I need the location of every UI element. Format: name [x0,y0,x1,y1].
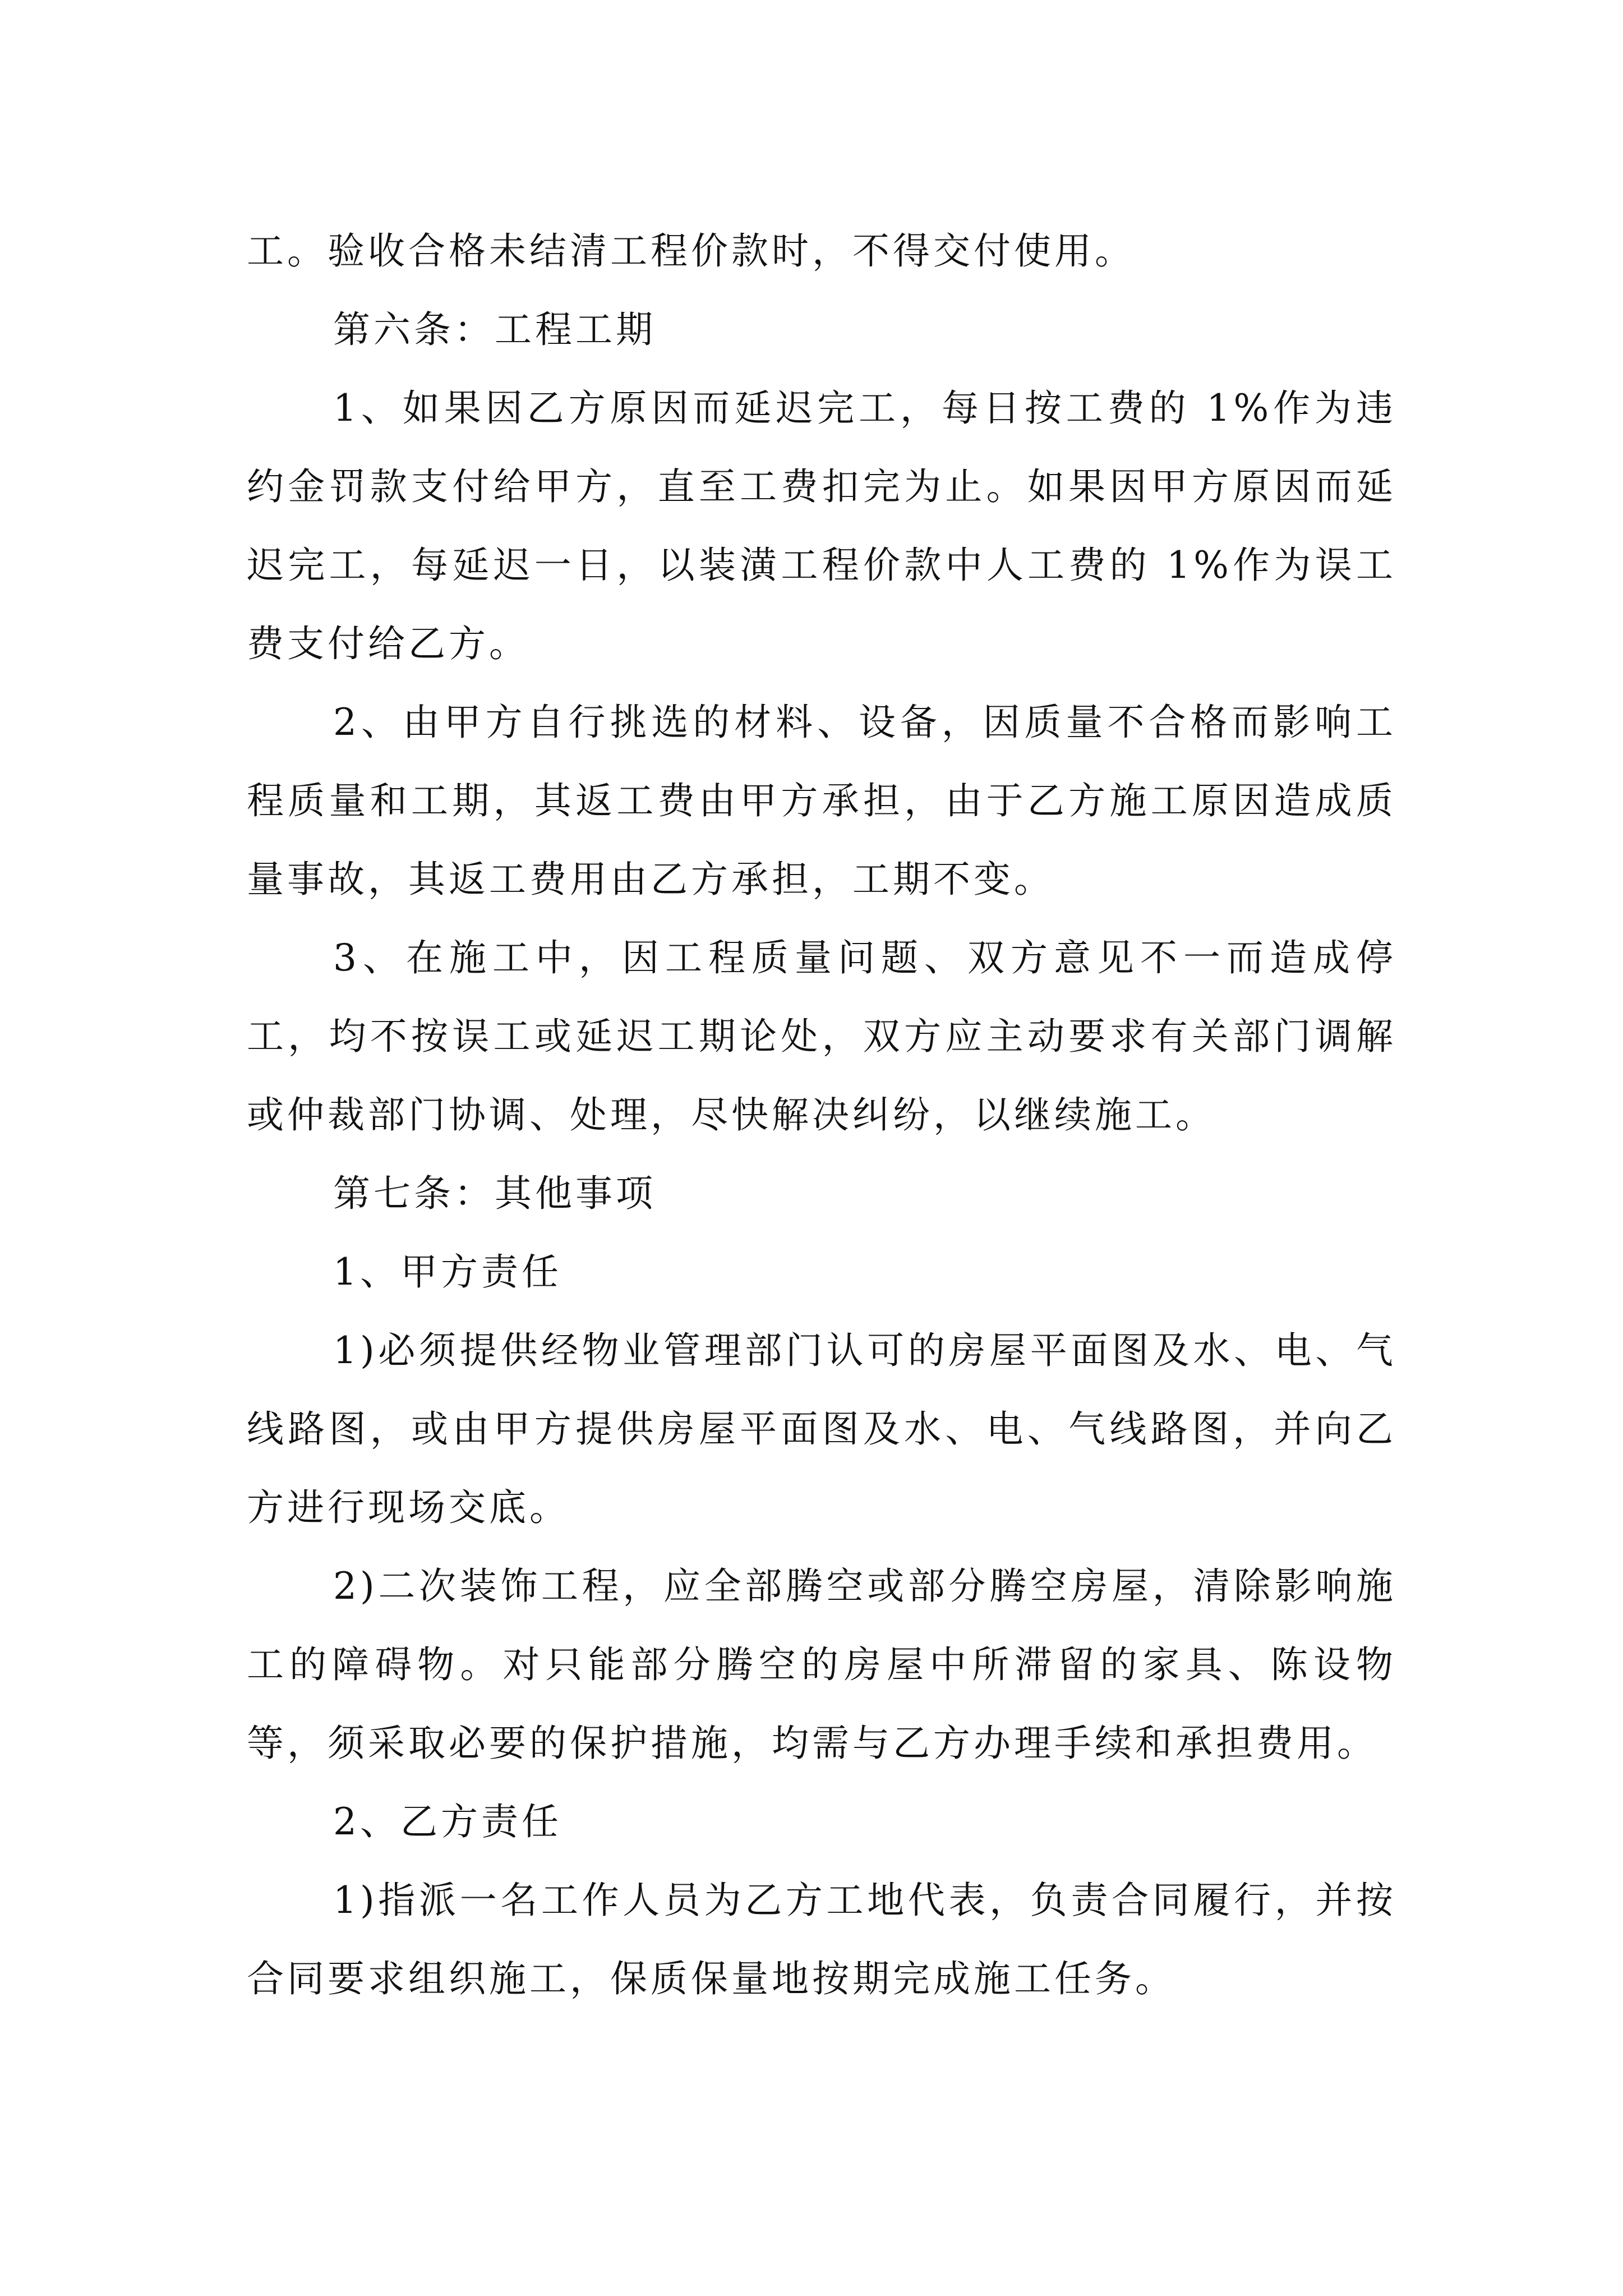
party-b-item-1: 1)指派一名工作人员为乙方工地代表，负责合同履行，并按合同要求组织施工，保质保量地按期完成施工任务。 [247,1879,1396,2000]
paragraph-continuation: 工。验收合格未结清工程价款时，不得交付使用。 [247,229,1135,273]
article-6-clause-3: 3、在施工中，因工程质量问题、双方意见不一而造成停工，均不按误工或延迟工期论处，双方应主动要求有关部门调解或仲裁部门协调、处理，尽快解决纠纷，以继续施工。 [247,936,1396,1137]
article-6-clause-1: 1、如果因乙方原因而延迟完工，每日按工费的 1%作为违约金罚款支付给甲方，直至工费扣完为止。如果因甲方原因而延迟完工，每延迟一日，以装潢工程价款中人工费的 1%作为误工费支付给乙方。 [247,386,1396,665]
article-7-heading: 第七条：其他事项 [333,1172,656,1215]
party-a-responsibility-heading: 1、甲方责任 [333,1250,562,1294]
document-body [247,212,1396,2018]
party-a-item-2: 2)二次装饰工程，应全部腾空或部分腾空房屋，清除影响施工的障碍物。对只能部分腾空的房屋中所滞留的家具、陈设物等，须采取必要的保护措施，均需与乙方办理手续和承担费用。 [247,1565,1396,1765]
article-6-clause-2: 2、由甲方自行挑选的材料、设备，因质量不合格而影响工程质量和工期，其返工费由甲方承担，由于乙方施工原因造成质量事故，其返工费用由乙方承担，工期不变。 [247,701,1396,901]
article-6-heading: 第六条：工程工期 [333,308,656,351]
party-b-responsibility-heading: 2、乙方责任 [333,1800,562,1843]
party-a-item-1: 1)必须提供经物业管理部门认可的房屋平面图及水、电、气线路图，或由甲方提供房屋平面图及水、电、气线路图，并向乙方进行现场交底。 [247,1329,1396,1529]
